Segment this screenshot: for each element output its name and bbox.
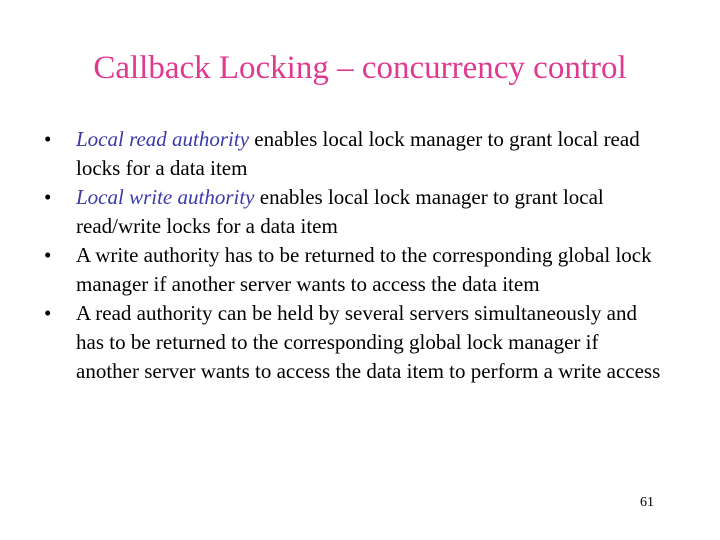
bullet-icon: •	[44, 127, 52, 151]
bullet-text: enables local lock manager to grant local read/write locks for a data item	[76, 185, 604, 238]
bullet-text: A write authority has to be returned to the corresponding global lock manager if another server wants to access the data item	[76, 243, 652, 296]
bullet-list	[44, 125, 664, 386]
bullet-icon: •	[44, 301, 52, 325]
bullet-item-local-write-authority	[44, 183, 664, 241]
bullet-emphasis: Local read authority	[76, 127, 250, 151]
slide-title: Callback Locking – concurrency control	[93, 50, 627, 86]
bullet-emphasis: Local write authority	[76, 185, 255, 209]
bullet-item-local-read-authority	[44, 125, 664, 183]
page-number: 61	[640, 495, 654, 510]
bullet-item-write-authority-return	[44, 241, 664, 299]
bullet-text: enables local lock manager to grant local read locks for a data item	[76, 127, 640, 180]
bullet-icon: •	[44, 185, 52, 209]
bullet-item-read-authority-shared	[44, 299, 664, 386]
bullet-icon: •	[44, 243, 52, 267]
bullet-text: A read authority can be held by several servers simultaneously and has to be returned to the corresponding global lock manager if another server wants to access the data item to perform a write access	[76, 301, 661, 383]
